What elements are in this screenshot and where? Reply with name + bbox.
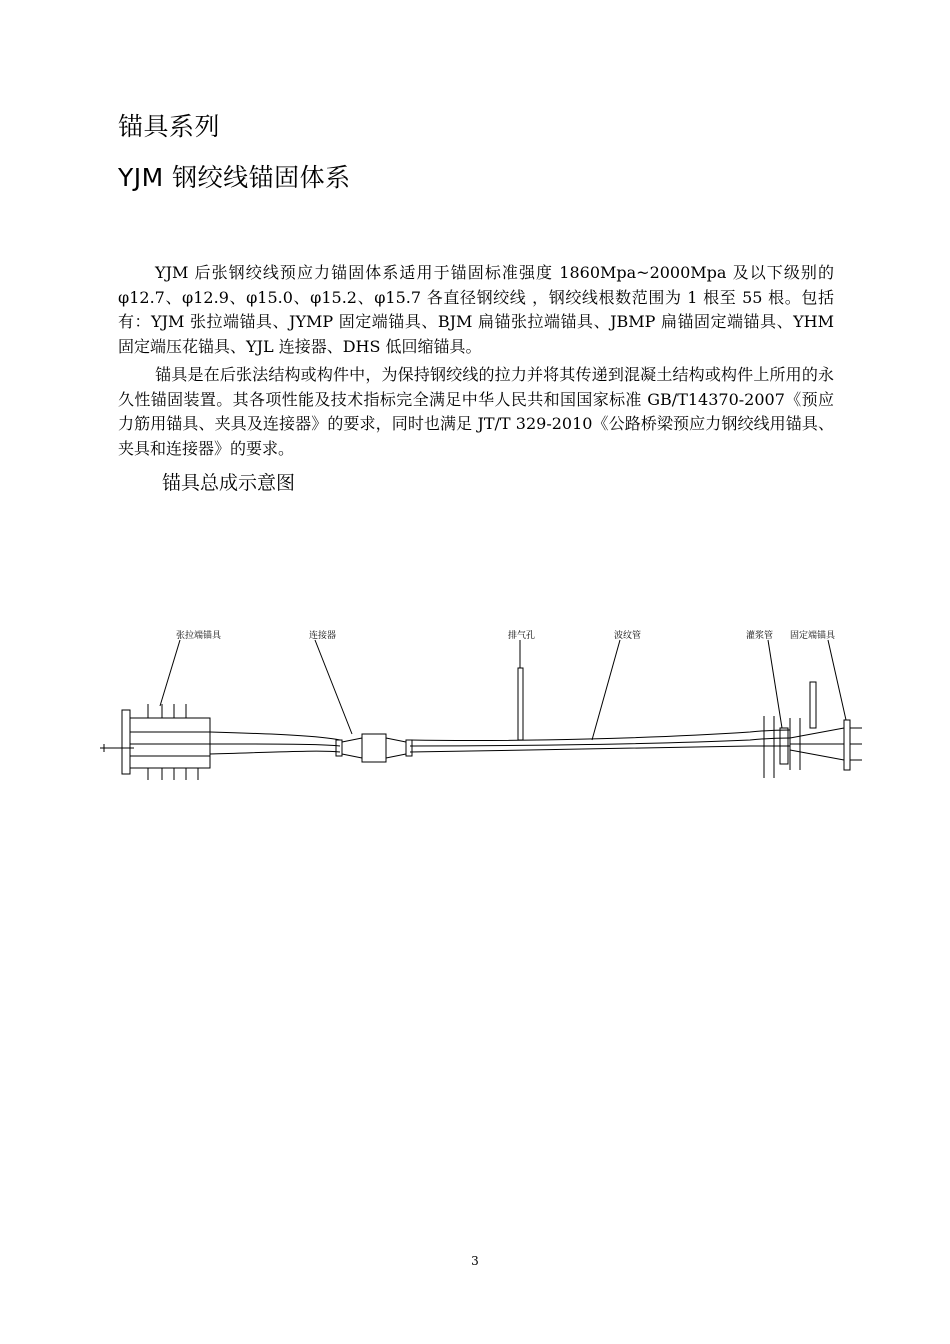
figure-caption: 锚具总成示意图 [162, 472, 296, 494]
paragraph-intro [118, 261, 834, 359]
label-connector: 连接器 [309, 631, 337, 641]
section-title: 锚具系列 [118, 112, 221, 141]
vent-pipe-drawing [518, 668, 523, 740]
section-subtitle: YJM 钢绞线锚固体系 [118, 163, 351, 192]
label-grout-pipe: 灌浆管 [746, 631, 774, 641]
label-fixed-anchor: 固定端锚具 [790, 631, 836, 641]
paragraph-intro-text: YJM 后张钢绞线预应力锚固体系适用于锚固标准强度 1860Mpa~2000Mpa 及以下级别的 φ12.7、φ12.9、φ15.0、φ15.2、φ15.7 各直径钢绞线 ，钢绞线根数范围为 1 根至 55 根。包括有：YJM 张拉端锚具、JYMP 固定端锚具、BJM 扁锚张拉端锚具、JBMP 扁锚固定端锚具、YHM 固定端压花锚具、YJL 连接器、DHS 低回缩锚具。 [118, 263, 834, 356]
label-vent: 排气孔 [508, 631, 536, 641]
label-duct: 波纹管 [614, 631, 642, 641]
paragraph-definition [118, 363, 834, 461]
duct-drawing [210, 730, 790, 754]
page-number: 3 [471, 1254, 479, 1268]
paragraph-definition-text: 锚具是在后张法结构或构件中，为保持钢绞线的拉力并将其传递到混凝土结构或构件上所用的永久性锚固装置。其各项性能及技术指标完全满足中华人民共和国国家标准 GB/T14370-2007《预应力筋用锚具、夹具及连接器》的要求，同时也满足 JT/T 329-2010《公路桥梁预应力钢绞线用锚具、夹具和连接器》的要求。 [118, 365, 834, 458]
connector-drawing [336, 734, 412, 762]
label-tension-anchor: 张拉端锚具 [176, 631, 222, 641]
tension-anchor-drawing [100, 704, 210, 780]
anchor-assembly-diagram [100, 620, 880, 800]
